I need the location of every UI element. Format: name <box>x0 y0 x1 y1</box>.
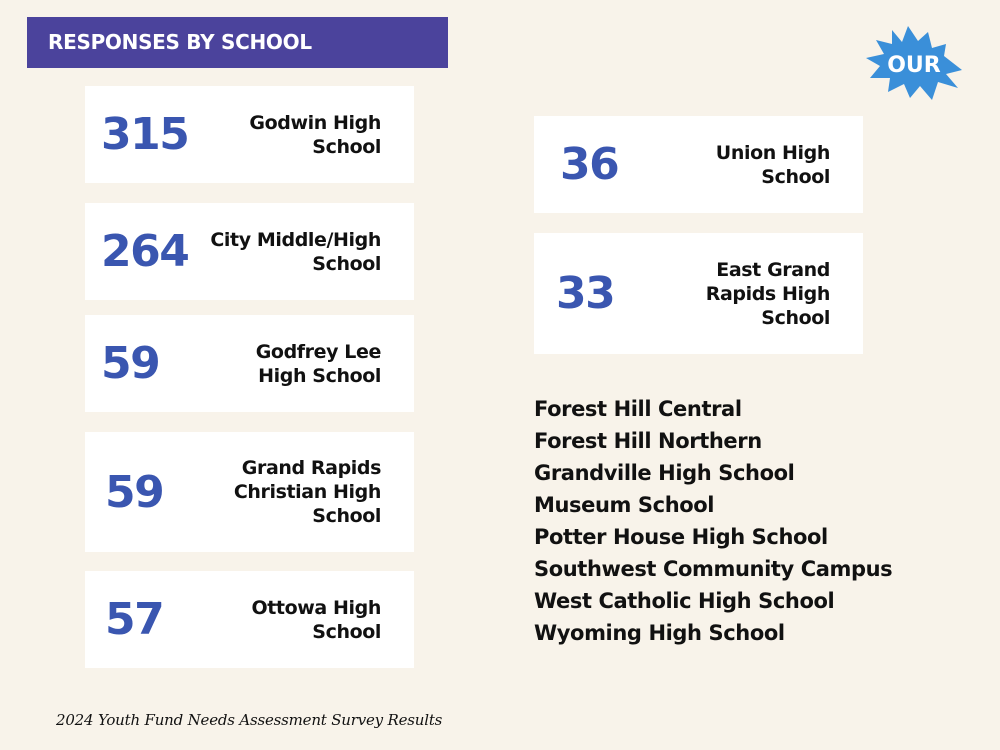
response-count: 59 <box>101 338 160 389</box>
list-item: Southwest Community Campus <box>534 557 893 581</box>
school-name: Union High School <box>715 141 830 188</box>
school-card-godfrey-lee <box>85 315 414 412</box>
list-item: Forest Hill Northern <box>534 429 762 453</box>
school-card-godwin <box>85 86 414 183</box>
list-item: West Catholic High School <box>534 589 835 613</box>
response-count: 36 <box>560 139 619 190</box>
list-item: Potter House High School <box>534 525 828 549</box>
school-card-union <box>534 116 863 213</box>
response-count: 264 <box>101 226 189 277</box>
school-name: Godfrey Lee High School <box>255 340 381 387</box>
response-count: 59 <box>105 466 164 518</box>
school-name: City Middle/High School <box>210 228 381 275</box>
list-item: Wyoming High School <box>534 621 785 645</box>
school-name: Ottowa High School <box>251 596 381 643</box>
footer-caption: 2024 Youth Fund Needs Assessment Survey Results <box>56 711 443 729</box>
list-item: Forest Hill Central <box>534 397 742 421</box>
response-count: 33 <box>556 268 615 319</box>
our-logo-icon <box>862 22 964 102</box>
school-card-city-middle-high <box>85 203 414 300</box>
school-name: Godwin High School <box>249 111 381 158</box>
school-card-grand-rapids-christian <box>85 432 414 552</box>
response-count: 57 <box>105 594 164 645</box>
list-item: Grandville High School <box>534 461 795 485</box>
other-schools-list <box>534 393 892 649</box>
list-item: Museum School <box>534 493 715 517</box>
school-name: East Grand Rapids High School <box>705 258 830 329</box>
logo-text: OUR <box>887 53 941 78</box>
school-card-ottowa <box>85 571 414 668</box>
response-count: 315 <box>101 109 189 160</box>
school-card-east-grand-rapids <box>534 233 863 354</box>
section-title-banner: RESPONSES BY SCHOOL <box>27 17 448 68</box>
school-name: Grand Rapids Christian High School <box>233 457 381 527</box>
